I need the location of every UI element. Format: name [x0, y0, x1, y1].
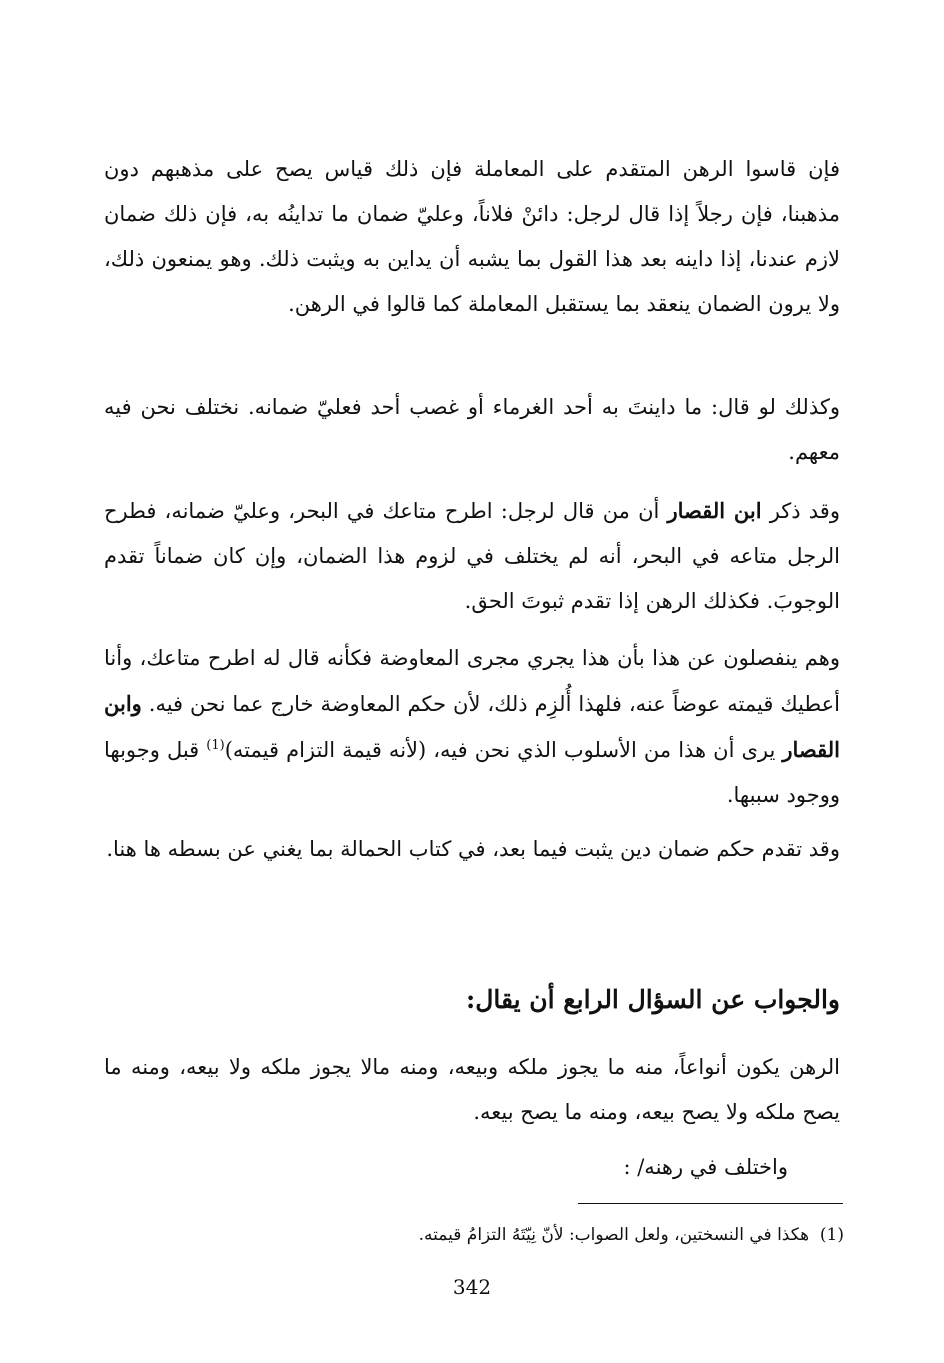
paragraph-1: [104, 147, 840, 327]
footnote-text: هكذا في النسختين، ولعل الصواب: لأنّ نِيّتَهُ التزامُ قيمته.: [418, 1225, 810, 1245]
section-heading: والجواب عن السؤال الرابع أن يقال:: [465, 985, 840, 1014]
paragraph-3-text-b: أن من قال لرجل: اطرح متاعك في البحر، وعليّ ضمانه، فطرح الرجل متاعه في البحر، أنه لم يختلف في لزوم هذا الضمان، وإن كان ضماناً تقدم الوجوبَ. فكذلك الرهن إذا تقدم ثبوتَ الحق.: [104, 499, 840, 613]
author-name-wa-ibn-al-qassar: وابن القصار: [104, 691, 840, 762]
paragraph-6-text: الرهن يكون أنواعاً، منه ما يجوز ملكه وبيعه، ومنه مالا يجوز ملكه ولا بيعه، ومنه ما يصح ملكه ولا يصح بيعه، ومنه ما يصح بيعه.: [104, 1055, 840, 1124]
paragraph-1-text: فإن قاسوا الرهن المتقدم على المعاملة فإن ذلك قياس يصح على مذهبهم دون مذهبنا، فإن رجلاً إذا قال لرجل: دائنْ فلاناً، وعليّ ضمان ما تداينُه به، فإن ذلك ضمان لازم عندنا، إذا داينه بعد هذا القول بما يشبه أن يداين به ويثبت ذلك. وهو يمنعون ذلك، ولا يرون الضمان ينعقد بما يستقبل المعاملة كما قالوا في الرهن.: [104, 157, 840, 316]
paragraph-7-text: واختلف في رهنه/ :: [623, 1155, 788, 1179]
author-name-ibn-al-qassar: ابن القصار: [667, 498, 762, 523]
paragraph-4-text-b: يرى أن هذا من الأسلوب الذي نحن فيه، (لأنه قيمة التزام قيمته): [224, 738, 783, 762]
paragraph-3: [104, 488, 840, 624]
paragraph-6: [104, 1045, 840, 1135]
page-number: 342: [452, 1275, 492, 1299]
paragraph-4-text-c: قبل وجوبها ووجود سببها.: [104, 738, 840, 807]
footnote-number: (1): [819, 1225, 844, 1245]
footnote-reference: (1): [206, 738, 225, 753]
paragraph-7: [104, 1145, 840, 1190]
paragraph-2: [104, 385, 840, 475]
paragraph-4: [104, 636, 840, 818]
paragraph-5: [104, 827, 840, 872]
footnote: [104, 1220, 844, 1250]
paragraph-2-text: وكذلك لو قال: ما داينتَ به أحد الغرماء أو غصب أحد فعليّ ضمانه. نختلف نحن فيه معهم.: [104, 395, 840, 464]
footnote-separator: [578, 1203, 843, 1204]
paragraph-3-text-a: وقد ذكر: [761, 499, 840, 523]
paragraph-5-text: وقد تقدم حكم ضمان دين يثبت فيما بعد، في كتاب الحمالة بما يغني عن بسطه ها هنا.: [106, 837, 840, 861]
paragraph-4-text-a: وهم ينفصلون عن هذا بأن هذا يجري مجرى المعاوضة فكأنه قال له اطرح متاعك، وأنا أعطيك قيمته عوضاً عنه، فلهذا أُلزِم ذلك، لأن حكم المعاوضة خارج عما نحن فيه.: [104, 646, 840, 716]
